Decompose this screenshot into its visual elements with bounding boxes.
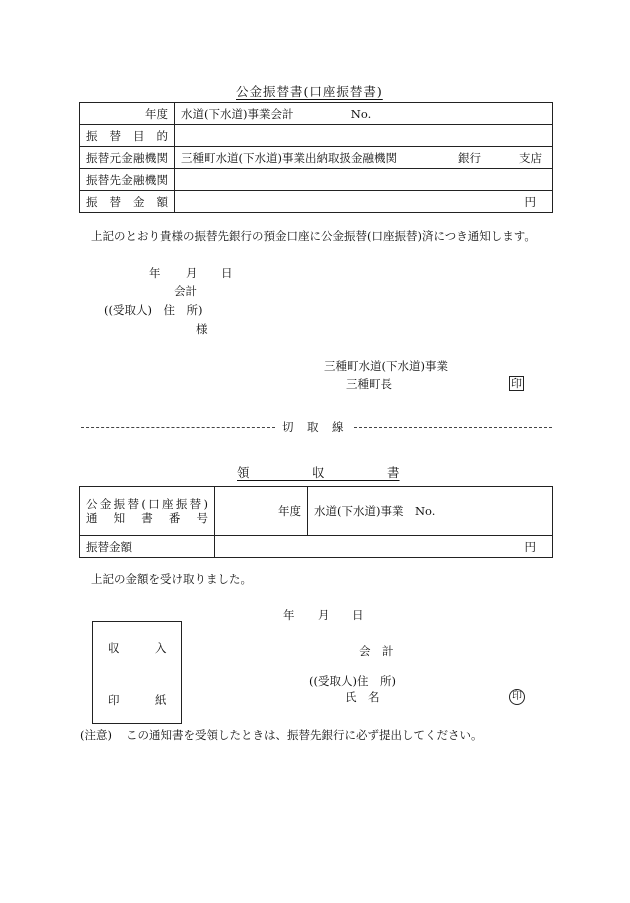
receipt-kaikei: 会 計	[359, 644, 394, 658]
table-row	[80, 536, 553, 558]
date-day: 日	[221, 266, 233, 280]
cutline-right	[354, 427, 552, 428]
receipt-fiscal-year-label: 年度	[215, 487, 308, 536]
receipt-amount-label: 振替金額	[80, 536, 215, 558]
notice-number-label	[80, 487, 215, 536]
receipt-amount-yen: 円	[215, 536, 553, 558]
stamp-bottom-left: 印	[108, 693, 120, 707]
notice-title: 公金振替書(口座振替書)	[236, 84, 383, 99]
branch-suffix: 支店	[519, 151, 542, 165]
recipient-address-label: ((受取人) 住 所)	[104, 303, 203, 317]
dest-bank-label: 振替先金融機関	[80, 169, 175, 191]
receipt-date-month: 月	[318, 608, 330, 622]
table-row	[80, 103, 553, 125]
receipt-name-label: 氏 名	[345, 690, 380, 704]
no-label: No.	[350, 106, 372, 121]
table-row	[80, 191, 553, 213]
seal-circle-icon: 印	[509, 689, 525, 705]
table-row	[80, 169, 553, 191]
table-row	[80, 487, 553, 536]
stamp-top-right: 入	[155, 641, 167, 655]
fiscal-year-label: 年度	[80, 103, 175, 125]
table-row	[80, 125, 553, 147]
stamp-top-left: 収	[108, 641, 120, 655]
notice-body-text: 上記のとおり貴様の振替先銀行の預金口座に公金振替(口座振替)済につき通知します。	[91, 229, 536, 243]
seal-icon: 印	[511, 377, 522, 390]
source-bank-cell	[175, 147, 553, 169]
receipt-title: 領 収 書	[237, 465, 400, 480]
receipt-date-year: 年	[283, 608, 295, 622]
table-row	[80, 147, 553, 169]
footnote-label: (注意)	[80, 728, 112, 742]
stamp-bottom-right: 紙	[155, 693, 167, 707]
date-year: 年	[149, 266, 161, 280]
receipt-business-text: 水道(下水道)事業 No.	[308, 487, 553, 536]
sama-label: 様	[196, 322, 208, 336]
footnote-text: この通知書を受領したときは、振替先銀行に必ず提出してください。	[126, 728, 483, 742]
receipt-seal-mark	[509, 688, 525, 705]
account-cell	[175, 103, 553, 125]
received-text: 上記の金額を受け取りました。	[91, 572, 252, 586]
receipt-date-day: 日	[352, 608, 364, 622]
purpose-label: 振 替 目 的	[80, 125, 175, 147]
issuer-title: 三種町長	[346, 377, 392, 391]
revenue-stamp-box	[92, 621, 182, 724]
purpose-value	[175, 125, 553, 147]
source-bank-label: 振替元金融機関	[80, 147, 175, 169]
date-month: 月	[186, 266, 198, 280]
notice-number-line2: 通 知 書 番 号	[86, 511, 208, 525]
notice-table	[79, 102, 553, 213]
receipt-table	[79, 486, 553, 558]
source-bank-value: 三種町水道(下水道)事業出納取扱金融機関	[181, 150, 397, 165]
bank-suffix: 銀行	[458, 151, 481, 165]
kaikei-label: 会計	[174, 284, 197, 298]
receipt-recipient-address: ((受取人)住 所)	[309, 674, 396, 688]
amount-label: 振 替 金 額	[80, 191, 175, 213]
dest-bank-value	[175, 169, 553, 191]
issuer-org: 三種町水道(下水道)事業	[324, 359, 448, 373]
account-text: 水道(下水道)事業会計	[181, 106, 294, 121]
notice-number-line1: 公金振替(口座振替)	[86, 497, 208, 511]
amount-yen: 円	[175, 191, 553, 213]
cutline-label: 切 取 線	[282, 420, 345, 434]
cutline-left	[81, 427, 275, 428]
seal-mark	[509, 376, 524, 391]
